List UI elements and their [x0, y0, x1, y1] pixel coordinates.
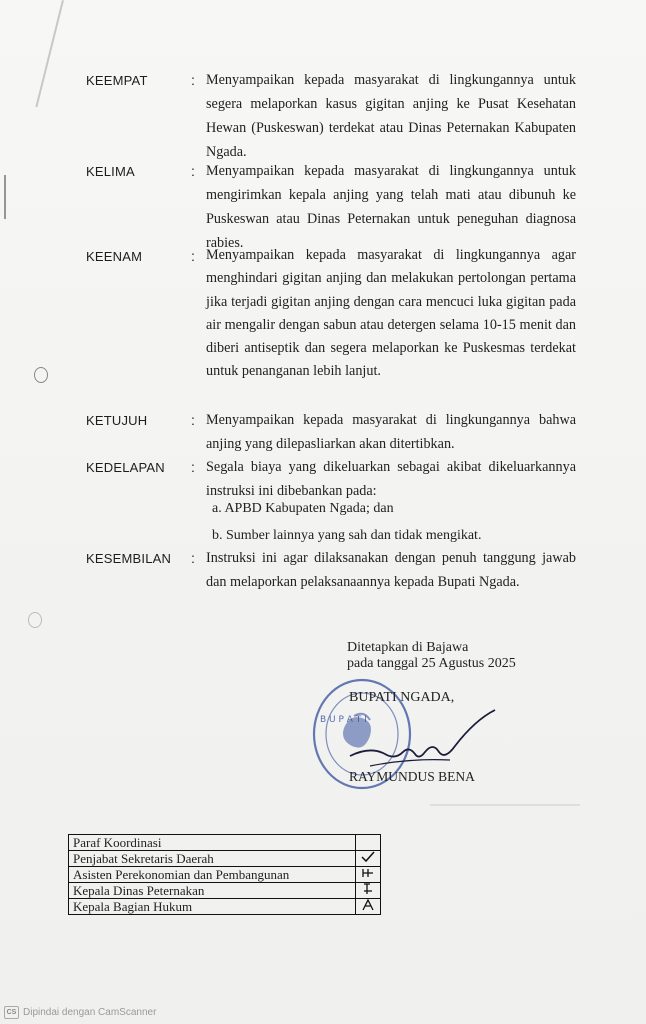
paraf-check-icon: [356, 851, 381, 867]
table-header-row: [69, 835, 381, 851]
punch-hole-mark-faint: [28, 612, 42, 628]
signature-name: RAYMUNDUS BENA: [349, 769, 475, 784]
table-cell-role: Kepala Dinas Peternakan: [69, 883, 356, 899]
signature-date: pada tanggal 25 Agustus 2025: [347, 656, 516, 671]
punch-hole-mark: [34, 367, 48, 383]
scan-artifact-line: [35, 0, 64, 107]
camscanner-text: Dipindai dengan CamScanner: [23, 1007, 157, 1018]
table-row: [69, 867, 381, 883]
signature-title: BUPATI NGADA,: [349, 690, 455, 705]
camscanner-logo-icon: CS: [4, 1006, 19, 1019]
paraf-initial-icon: [356, 867, 381, 883]
table-cell-role: Kepala Bagian Hukum: [69, 899, 356, 915]
clause-colon: :: [191, 163, 195, 179]
clause-colon: :: [191, 550, 195, 566]
paraf-koordinasi-table: [68, 834, 381, 915]
clause-colon: :: [191, 72, 195, 88]
clause-colon: :: [191, 459, 195, 475]
table-cell-role: Penjabat Sekretaris Daerah: [69, 851, 356, 867]
paraf-cell: [356, 835, 381, 851]
clause-text: Segala biaya yang dikeluarkan sebagai akibat dikeluarkannya instruksi ini dibebankan pada:: [206, 459, 576, 499]
stamp-text: B U P A T I: [320, 715, 367, 725]
table-row: [69, 883, 381, 899]
clause-label: KEDELAPAN: [86, 460, 165, 475]
clause-label: KETUJUH: [86, 413, 148, 428]
scan-edge-mark: [4, 175, 6, 219]
table-cell-role: Asisten Perekonomian dan Pembangunan: [69, 867, 356, 883]
clause-colon: :: [191, 412, 195, 428]
clause-label: KELIMA: [86, 164, 135, 179]
clause-text: Menyampaikan kepada masyarakat di lingkungannya untuk mengirimkan kepala anjing yang telah mati atau dibunuh ke Puskeswan atau Dinas Peternakan untuk peneguhan diagnosa rabies.: [206, 163, 576, 251]
clause-label: KESEMBILAN: [86, 551, 172, 566]
table-header: Paraf Koordinasi: [69, 835, 356, 851]
clause-label: KEENAM: [86, 249, 143, 264]
table-row: [69, 851, 381, 867]
table-row: [69, 899, 381, 915]
paraf-initial-icon: [356, 899, 381, 915]
signature-place: Ditetapkan di Bajawa: [347, 640, 469, 655]
list-item: b. Sumber lainnya yang sah dan tidak mengikat.: [212, 528, 482, 543]
clause-text: Menyampaikan kepada masyarakat di lingkungannya bahwa anjing yang dilepasliarkan akan ditertibkan.: [206, 412, 576, 452]
clause-colon: :: [191, 248, 195, 264]
clause-text: Menyampaikan kepada masyarakat di lingkungannya untuk segera melaporkan kasus gigitan anjing ke Pusat Kesehatan Hewan (Puskeswan) terdekat atau Dinas Peternakan Kabupaten Ngada.: [206, 72, 576, 160]
list-item: a. APBD Kabupaten Ngada; dan: [212, 501, 394, 516]
paraf-initial-icon: [356, 883, 381, 899]
scan-smudge: [430, 804, 580, 806]
clause-label: KEEMPAT: [86, 73, 148, 88]
clause-text: Menyampaikan kepada masyarakat di lingkungannya agar menghindari gigitan anjing dan melakukan pertolongan pertama jika terjadi gigitan anjing dengan cara mencuci luka gigitan pada air mengalir dengan sabun atau detergen selama 10-15 menit dan diberi antiseptik dan segera melaporkan ke Puskesmas terdekat untuk penanganan lebih lanjut.: [206, 247, 576, 380]
clause-text: Instruksi ini agar dilaksanakan dengan penuh tanggung jawab dan melaporkan pelaksanaannya kepada Bupati Ngada.: [206, 550, 576, 590]
camscanner-watermark: [4, 1006, 156, 1019]
